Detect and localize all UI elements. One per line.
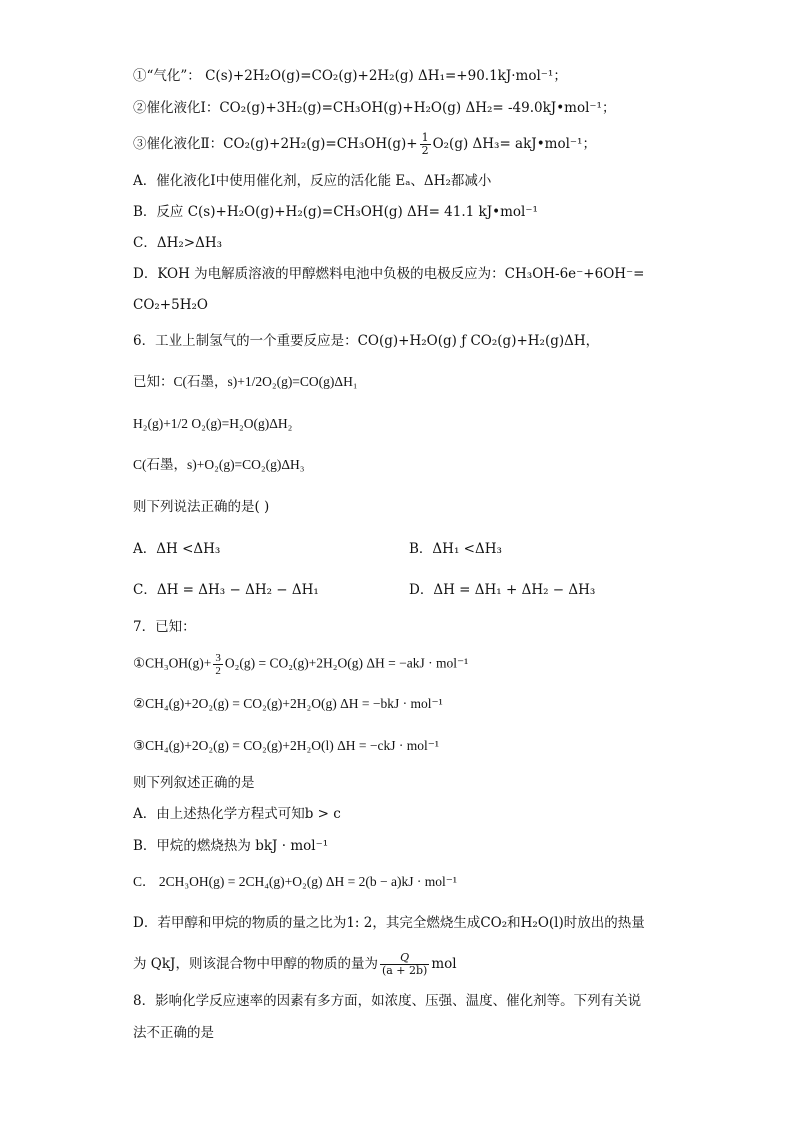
- question-8-stem-line2: 法不正确的是: [133, 1025, 214, 1041]
- q5-option-d-line2: CO₂+5H₂O: [133, 297, 208, 313]
- q7-prompt: 则下列叙述正确的是: [133, 775, 255, 791]
- q7-option-a: A．由上述热化学方程式可知b > c: [133, 806, 341, 822]
- fraction-denominator: 2: [421, 144, 429, 157]
- equation-2: ②催化液化Ⅰ：CO₂(g)+3H₂(g)=CH₃OH(g)+H₂O(g) ΔH₂= -49.0kJ•mol⁻¹；: [133, 100, 616, 116]
- q6-known-2: H₂(g)+1/2 O₂(g)=H₂O(g)ΔH₂: [133, 416, 293, 431]
- q6-option-c: C．ΔH = ΔH₃ − ΔH₂ − ΔH₁: [133, 582, 319, 598]
- q7-equation-1-part1: ①CH₃OH(g)+: [133, 655, 212, 671]
- q7-equation-3: ③CH₄(g)+2O₂(g) = CO₂(g)+2H₂O(l) ΔH = −ckJ · mol⁻¹: [133, 738, 439, 753]
- fraction-denominator: (a + 2b): [381, 964, 428, 977]
- equation-3-part2: O₂(g) ΔH₃= akJ•mol⁻¹；: [432, 136, 596, 152]
- q5-option-a: A．催化液化Ⅰ中使用催化剂，反应的活化能 Eₐ、ΔH₂都减小: [133, 173, 492, 189]
- q7-option-c: C． 2CH₃OH(g) = 2CH₄(g)+O₂(g) ΔH = 2(b − a)kJ · mol⁻¹: [133, 874, 457, 889]
- q6-option-d: D．ΔH = ΔH₁ + ΔH₂ − ΔH₃: [409, 582, 596, 598]
- q6-option-a: A．ΔH <ΔH₃: [133, 541, 221, 557]
- fraction: [380, 952, 429, 977]
- q7-equation-1: [133, 652, 468, 677]
- q5-option-b: B．反应 C(s)+H₂O(g)+H₂(g)=CH₃OH(g) ΔH= 41.1 kJ•mol⁻¹: [133, 204, 538, 220]
- q7-option-d-line2: [133, 952, 457, 977]
- q6-prompt: 则下列说法正确的是( ): [133, 499, 270, 515]
- fraction-numerator: 1: [421, 131, 429, 144]
- equation-1: ①“气化”： C(s)+2H₂O(g)=CO₂(g)+2H₂(g) ΔH₁=+90.1kJ·mol⁻¹；: [133, 68, 567, 84]
- fraction: [213, 652, 223, 677]
- q7-equation-2: ②CH₄(g)+2O₂(g) = CO₂(g)+2H₂O(g) ΔH = −bkJ · mol⁻¹: [133, 696, 443, 711]
- q6-known-1: 已知：C(石墨，s)+1/2O₂(g)=CO(g)ΔH₁: [133, 374, 358, 389]
- q6-known-3: C(石墨，s)+O₂(g)=CO₂(g)ΔH₃: [133, 457, 305, 472]
- q5-option-d-line1: D．KOH 为电解质溶液的甲醇燃料电池中负极的电极反应为：CH₃OH-6e⁻+6OH⁻=: [133, 266, 645, 282]
- q7-option-d-line1: D．若甲醇和甲烷的物质的量之比为1: 2，其完全燃烧生成CO₂和H₂O(l)时放出的热量: [133, 915, 645, 931]
- equation-3-part1: ③催化液化Ⅱ：CO₂(g)+2H₂(g)=CH₃OH(g)+: [133, 136, 418, 152]
- q7-option-d-text: 为 QkJ，则该混合物中甲醇的物质的量为: [133, 956, 378, 972]
- question-8-stem-line1: 8．影响化学反应速率的因素有多方面，如浓度、压强、温度、催化剂等。下列有关说: [133, 993, 642, 1009]
- q5-option-c: C．ΔH₂>ΔH₃: [133, 235, 223, 251]
- q6-option-b: B．ΔH₁ <ΔH₃: [409, 541, 502, 557]
- fraction-denominator: 2: [215, 665, 221, 677]
- q7-option-d-unit: mol: [431, 956, 457, 972]
- fraction-numerator: 3: [215, 652, 221, 664]
- q7-equation-1-part2: O₂(g) = CO₂(g)+2H₂O(g) ΔH = −akJ · mol⁻¹: [224, 655, 469, 671]
- question-7-stem: 7．已知：: [133, 619, 196, 635]
- equation-3: [133, 132, 596, 157]
- fraction: [420, 132, 431, 157]
- q7-option-b: B．甲烷的燃烧热为 bkJ · mol⁻¹: [133, 838, 329, 854]
- fraction-numerator: Q: [380, 952, 429, 965]
- question-6-stem: 6．工业上制氢气的一个重要反应是：CO(g)+H₂O(g) ƒ CO₂(g)+H₂(g)ΔH，: [133, 333, 600, 349]
